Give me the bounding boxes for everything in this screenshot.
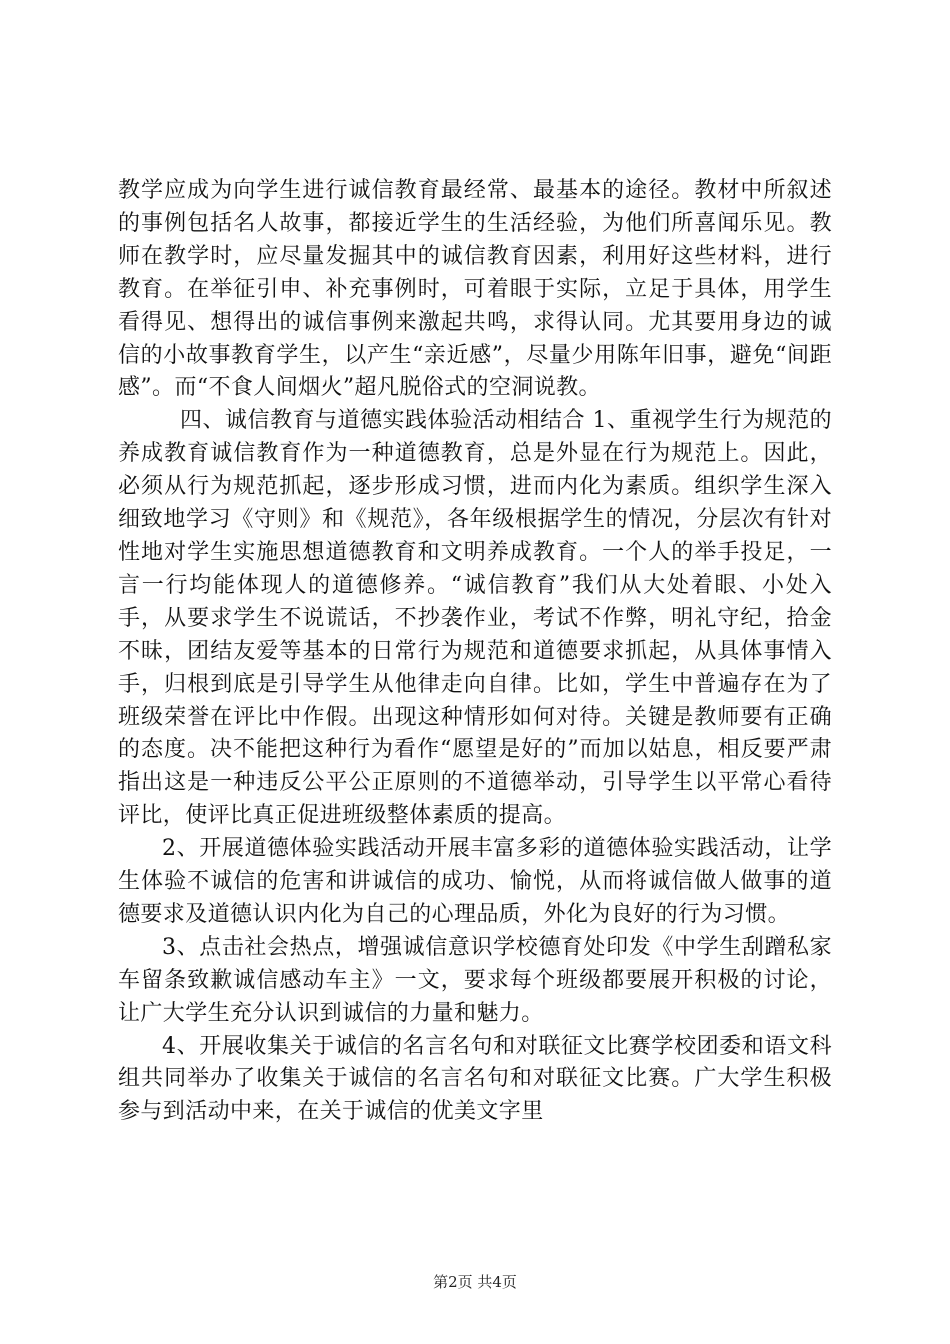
paragraph-item-three: 3、点击社会热点，增强诚信意识学校德育处印发《中学生刮蹭私家车留条致歉诚信感动车主》一文，要求每个班级都要展开积极的讨论，让广大学生充分认识到诚信的力量和魅力。 xyxy=(118,934,832,1026)
paragraph-intro-continued: 教学应成为向学生进行诚信教育最经常、最基本的途径。教材中所叙述的事例包括名人故事，都接近学生的生活经验，为他们所喜闻乐见。教师在教学时，应尽量发掘其中的诚信教育因素，利用好这些材料，进行教育。在举征引申、补充事例时，可着眼于实际，立足于具体，用学生看得见、想得出的诚信事例来激起共鸣，求得认同。尤其要用身边的诚信的小故事教育学生，以产生“亲近感”，尽量少用陈年旧事，避免“间距感”。而“不食人间烟火”超凡脱俗式的空洞说教。 xyxy=(118,178,832,401)
paragraph-item-four: 4、开展收集关于诚信的名言名句和对联征文比赛学校团委和语文科组共同举办了收集关于诚信的名言名句和对联征文比赛。广大学生积极参与到活动中来，在关于诚信的优美文字里 xyxy=(118,1033,832,1125)
paragraph-item-two: 2、开展道德体验实践活动开展丰富多彩的道德体验实践活动，让学生体验不诚信的危害和讲诚信的成功、愉悦，从而将诚信做人做事的道德要求及道德认识内化为自己的心理品质，外化为良好的行为习惯。 xyxy=(118,836,832,927)
paragraph-section-four: 四、诚信教育与道德实践体验活动相结合 1、重视学生行为规范的养成教育诚信教育作为一种道德教育，总是外显在行为规范上。因此，必须从行为规范抓起，逐步形成习惯，进而内化为素质。组织学生深入细致地学习《守则》和《规范》，各年级根据学生的情况，分层次有针对性地对学生实施思想道德教育和文明养成教育。一个人的举手投足，一言一行均能体现人的道德修养。“诚信教育”我们从大处着眼、小处入手，从要求学生不说谎话，不抄袭作业，考试不作弊，明礼守纪，拾金不昧，团结友爱等基本的日常行为规范和道德要求抓起，从具体事情入手，归根到底是引导学生从他律走向自律。比如，学生中普遍存在为了班级荣誉在评比中作假。出现这种情形如何对待。关键是教师要有正确的态度。决不能把这种行为看作“愿望是好的”而加以姑息，相反要严肃指出这是一种违反公平公正原则的不道德举动，引导学生以平常心看待评比，使评比真正促进班级整体素质的提高。 xyxy=(118,408,832,829)
document-body xyxy=(118,175,832,1129)
page-number-footer: 第2页 共4页 xyxy=(433,1273,517,1291)
